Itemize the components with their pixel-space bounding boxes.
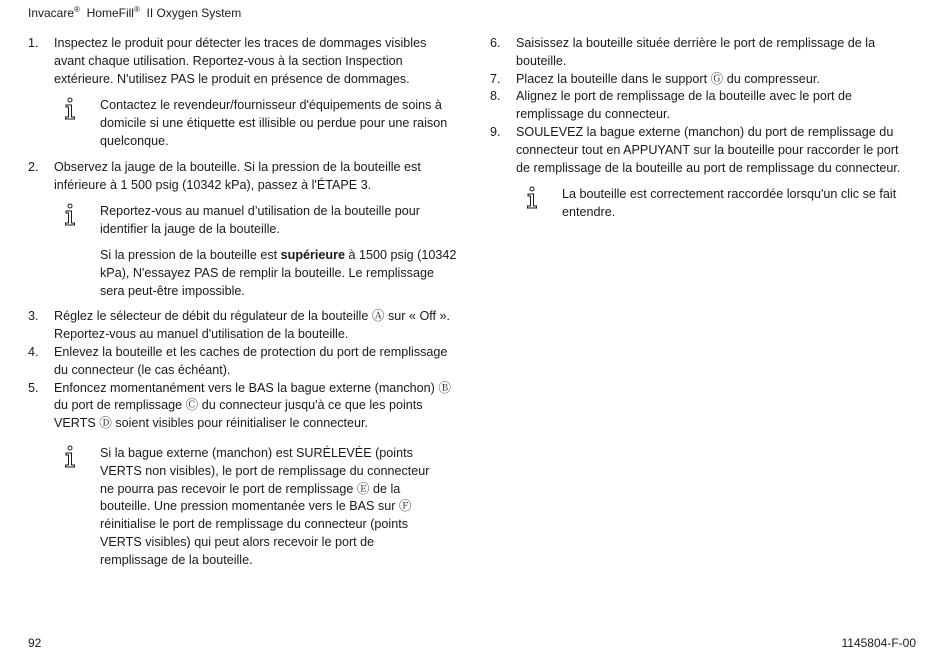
step-number: 4. [28, 344, 39, 359]
step-6 [490, 35, 910, 71]
info-note-4 [490, 186, 910, 222]
document-id: 1145804-F-00 [841, 636, 916, 650]
note-text-post: à 1500 psig (10342 kPa), N'essayez PAS de remplir la bouteille. Le remplissage sera peut-être impossible. [100, 247, 457, 298]
step-8 [490, 88, 910, 124]
right-column [490, 35, 910, 222]
info-note-2 [28, 203, 458, 239]
info-icon [62, 97, 78, 121]
info-note-2-warning [28, 247, 458, 300]
step-5 [28, 380, 458, 433]
step-number: 6. [490, 36, 501, 50]
step-7 [490, 71, 910, 89]
left-column [28, 35, 458, 570]
registered-mark-2: ® [133, 5, 140, 14]
step-text: Enfoncez momentanément vers le BAS la bague externe (manchon) Ⓑ du port de remplissage Ⓒ du connecteur jusqu'à ce que les points VERTS Ⓓ soient visibles pour réinitialiser le connecteur. [54, 380, 451, 431]
info-icon [524, 186, 540, 210]
step-number: 7. [490, 71, 501, 86]
product-name: HomeFill [86, 6, 134, 20]
note-text: Contactez le revendeur/fournisseur d'équipements de soins à domicile si une étiquette est illisible ou perdue pour une raison quelconque. [100, 98, 448, 148]
step-text: Saisissez la bouteille située derrière le port de remplissage de la bouteille. [516, 36, 876, 68]
registered-mark: ® [74, 5, 80, 14]
step-text: Alignez le port de remplissage de la bouteille avec le port de remplissage du connecteur. [516, 89, 853, 122]
page-header [28, 5, 241, 20]
step-text: Observez la jauge de la bouteille. Si la pression de la bouteille est inférieure à 1 500 psig (10342 kPa), passez à l'ÉTAPE 3. [54, 159, 421, 192]
step-9 [490, 124, 910, 177]
note-text: Reportez-vous au manuel d’utilisation de la bouteille pour identifier la jauge de la bouteille. [100, 204, 420, 237]
step-3 [28, 308, 458, 344]
step-text: Enlevez la bouteille et les caches de protection du port de remplissage du connecteur (le cas échéant). [54, 344, 448, 377]
info-icon [62, 445, 78, 469]
step-number: 1. [28, 36, 39, 50]
step-number: 5. [28, 380, 39, 395]
note-text: Si la bague externe (manchon) est SURÉLEVÉE (points VERTS non visibles), le port de remplissage du connecteur ne pourra pas recevoir le port de remplissage Ⓔ de la bouteille. Une pression momentanée vers le BAS sur Ⓕ réinitialise le port de remplissage du connecteur (points VERTS visibles) qui peut alors recevoir le port de remplissage de la bouteille. [100, 445, 430, 567]
note-text: La bouteille est correctement raccordée lorsqu'un clic se fait entendre. [562, 187, 897, 220]
step-number: 9. [490, 124, 501, 139]
brand-name: Invacare [28, 6, 75, 20]
page-number: 92 [28, 636, 42, 650]
step-4 [28, 344, 458, 380]
note-text-pre: Si la pression de la bouteille est [100, 247, 281, 262]
info-icon [62, 203, 78, 227]
product-model: II Oxygen System [146, 6, 242, 20]
info-note-1 [28, 97, 458, 150]
info-note-3 [28, 445, 458, 570]
step-text: SOULEVEZ la bague externe (manchon) du port de remplissage du connecteur tout en APPUYANT sur la bouteille pour raccorder le port de remplissage de la bouteille au port de remplissage du connecteur. [516, 124, 901, 175]
step-1 [28, 35, 458, 88]
step-number: 2. [28, 159, 39, 174]
step-text: Placez la bouteille dans le support Ⓖ du compresseur. [516, 71, 820, 86]
note-text-bold: supérieure [280, 247, 346, 262]
step-text: Inspectez le produit pour détecter les traces de dommages visibles avant chaque utilisation. Reportez-vous à la section Inspection extérieure. N'utilisez PAS le produit en présence de dommages. [54, 36, 427, 86]
step-number: 3. [28, 309, 39, 324]
step-text: Réglez le sélecteur de débit du régulateur de la bouteille Ⓐ sur « Off ». Reportez-vous au manuel d'utilisation de la bouteille. [54, 309, 451, 342]
step-number: 8. [490, 89, 501, 104]
step-2 [28, 159, 458, 195]
